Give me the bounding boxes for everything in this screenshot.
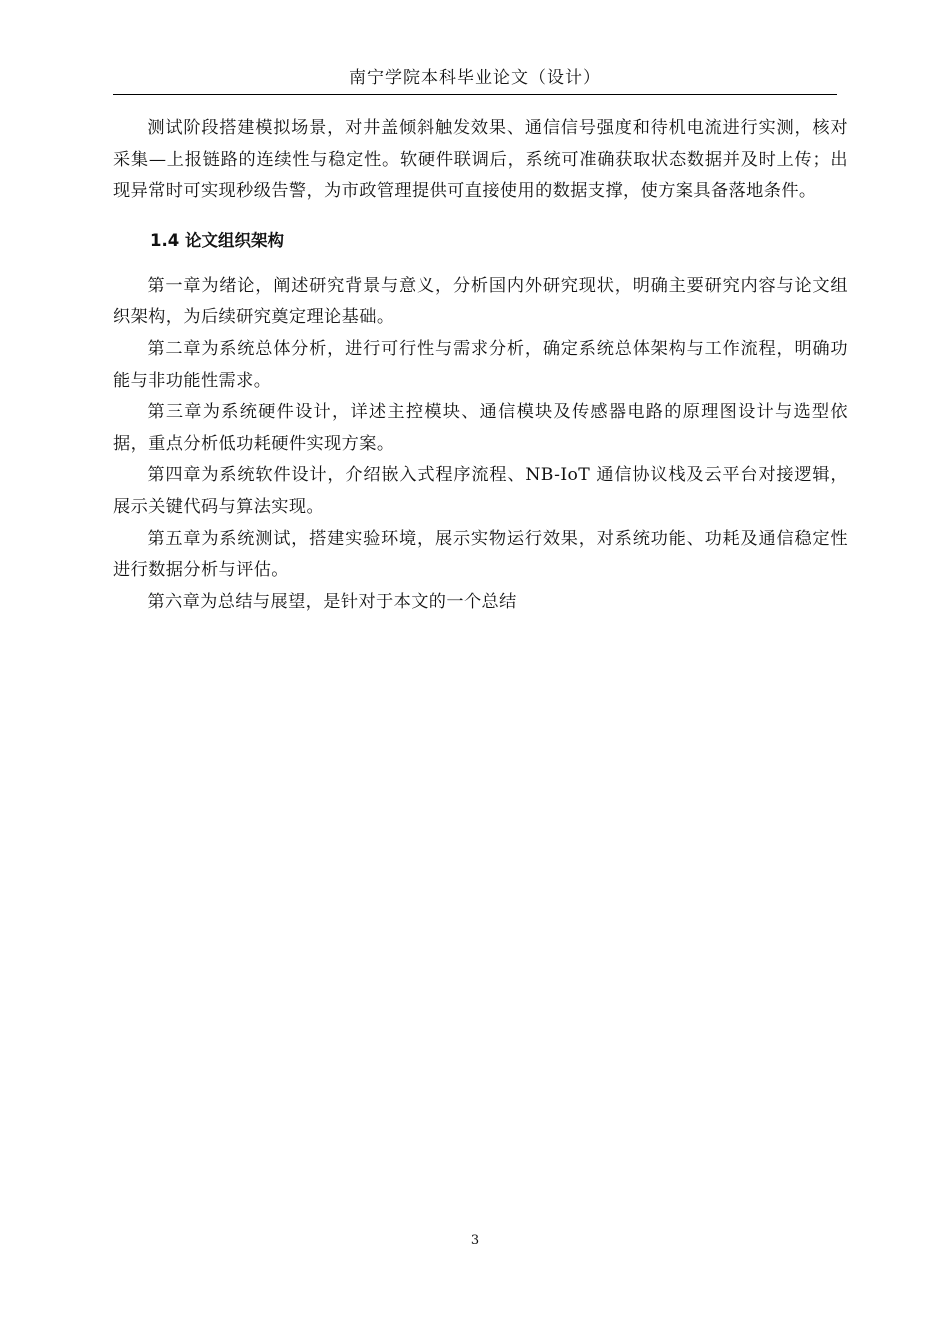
page-header	[113, 66, 837, 95]
chapter-paragraph-3: 第三章为系统硬件设计，详述主控模块、通信模块及传感器电路的原理图设计与选型依据，重点分析低功耗硬件实现方案。	[113, 402, 848, 454]
chapter-paragraph-5: 第五章为系统测试，搭建实验环境，展示实物运行效果，对系统功能、功耗及通信稳定性进行数据分析与评估。	[113, 528, 848, 581]
chapter-paragraph-4: 第四章为系统软件设计，介绍嵌入式程序流程、NB-IoT 通信协议栈及云平台对接逻辑，展示关键代码与算法实现。	[113, 465, 848, 517]
document-body	[113, 113, 848, 618]
intro-paragraph: 测试阶段搭建模拟场景，对井盖倾斜触发效果、通信信号强度和待机电流进行实测，核对采集—上报链路的连续性与稳定性。软硬件联调后，系统可准确获取状态数据并及时上传；出现异常时可实现秒级告警，为市政管理提供可直接使用的数据支撑，使方案具备落地条件。	[113, 118, 848, 202]
section-heading: 1.4 论文组织架构	[150, 230, 284, 250]
chapter-paragraph-1: 第一章为绪论，阐述研究背景与意义，分析国内外研究现状，明确主要研究内容与论文组织架构，为后续研究奠定理论基础。	[113, 275, 848, 328]
chapter-paragraph-6: 第六章为总结与展望，是针对于本文的一个总结	[147, 591, 517, 612]
header-title: 南宁学院本科毕业论文（设计）	[349, 68, 601, 88]
chapter-paragraph-2: 第二章为系统总体分析，进行可行性与需求分析，确定系统总体架构与工作流程，明确功能与非功能性需求。	[113, 338, 848, 391]
page-number: 3	[470, 1233, 480, 1248]
